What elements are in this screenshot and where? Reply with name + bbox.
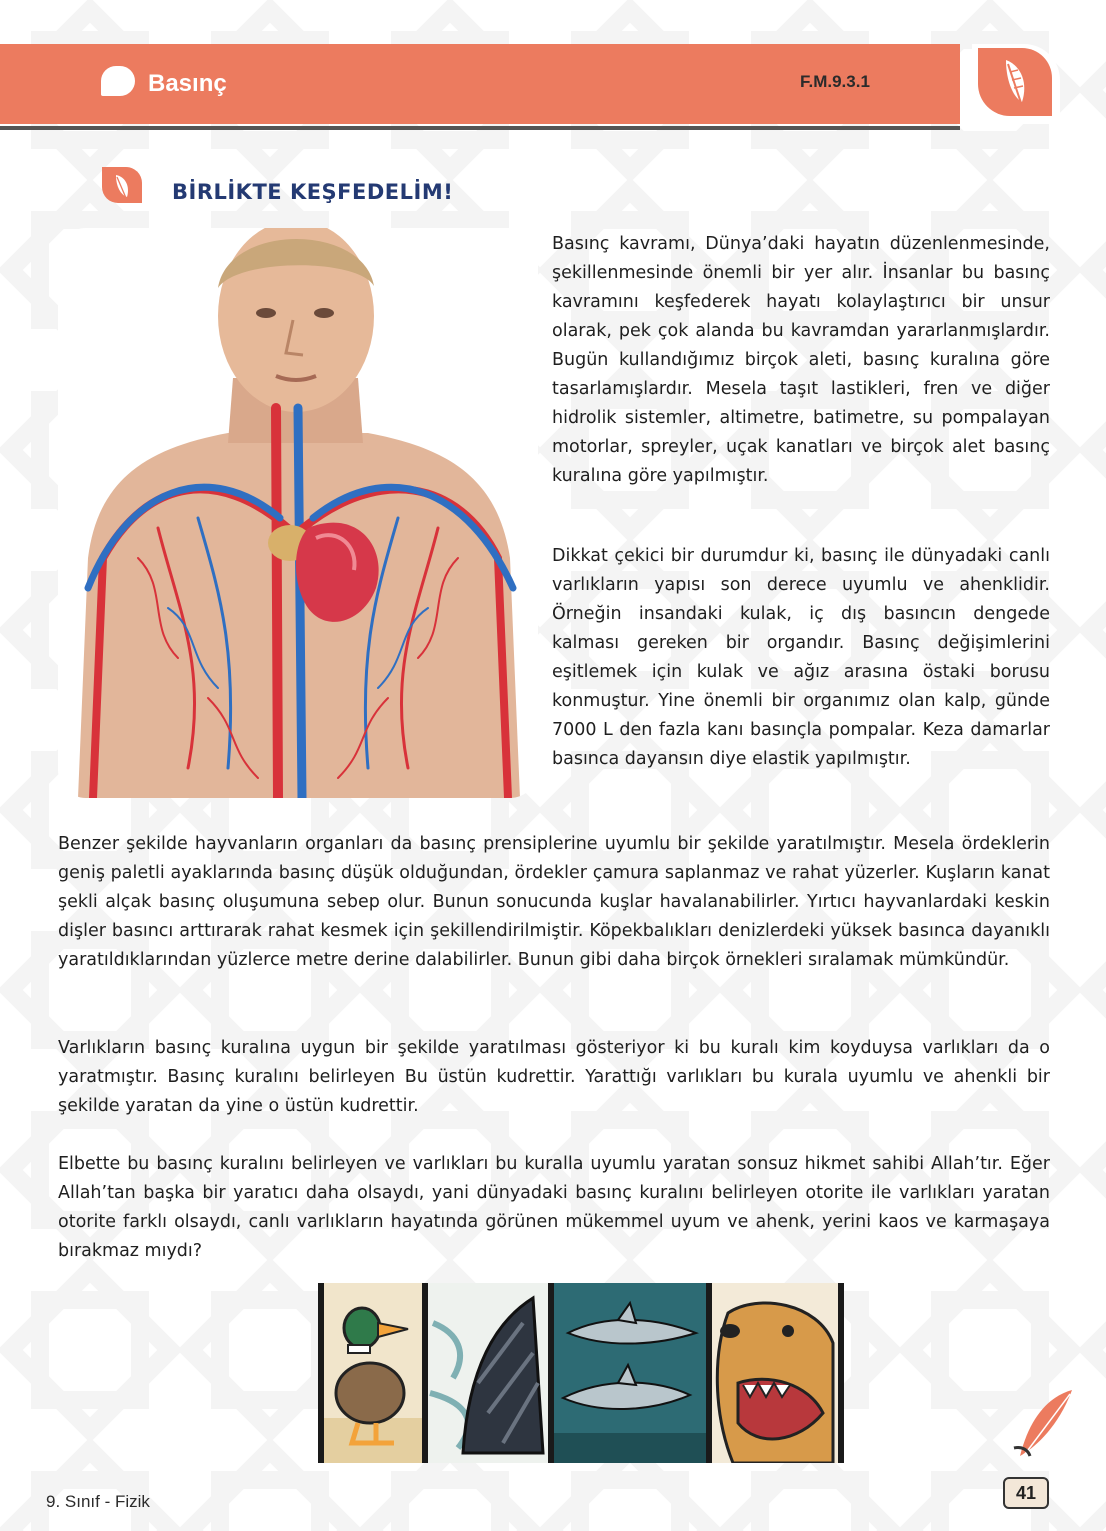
bird-wing-icon bbox=[428, 1283, 548, 1463]
dog-teeth-icon bbox=[712, 1283, 838, 1463]
animal-strip bbox=[318, 1283, 844, 1463]
paragraph-creation: Varlıkların basınç kuralına uygun bir şekilde yaratılması gösteriyor ki bu kuralı kim koyduysa varlıkları da o yaratmıştır. Basınç kuralını belirleyen Bu üstün kudrettir. Yarattığı varlıkları bu kurala uyumlu ve ahenkli bir şekilde yaratan da yine o üstün kudrettir. bbox=[58, 1038, 1050, 1116]
header-chip-icon bbox=[101, 66, 135, 96]
header-title: Basınç bbox=[148, 70, 227, 97]
feather-icon bbox=[972, 40, 1060, 124]
paragraph-intro: Basınç kavramı, Dünya’daki hayatın düzenlenmesinde, şekillenmesinde önemli bir yer alır. İnsanlar bu basınç kavramını keşfederek hayatı kolaylaştırıcı bir unsur olarak, pek çok alanda bu kavramdan yararlanmışlardır. Bugün kullandığımız birçok aleti, basınç kuralına göre tasarlamışlardır. Mesela taşıt lastikleri, fren ve diğer hidrolik sistemler, altimetre, batimetre, su pompalayan motorlar, spreyler, uçak kanatları ve birçok alet basınç kuralına göre yapılmıştır. bbox=[552, 234, 1050, 486]
quill-inkwell-icon bbox=[1000, 1386, 1080, 1476]
paragraph-conclusion: Elbette bu basınç kuralını belirleyen ve varlıkları bu kuralla uyumlu yaratan sonsuz hikmet sahibi Allah’tır. Eğer Allah’tan başka bir yaratıcı daha olsaydı, yani dünyadaki basınç kuralını belirleyen otorite ile varlıkları yaratan otorite farklı olsaydı, canlı varlıkların hayatında görünen mükemmel uyum ve ahenk, yerini kaos ve karmaşaya bırakmaz mıydı? bbox=[58, 1154, 1050, 1261]
paragraph-human-body: Dikkat çekici bir durumdur ki, basınç ile dünyadaki canlı varlıkların yapısı son derece uyumlu ve ahenklidir. Örneğin insandaki kulak, iç dış basıncın dengede kalması gereken bir organdır. Basınç değişimlerini eşitlemek için kulak ve ağız arasına östaki borusu konmuştur. Yine önemli bir organımız olan kalp, günde 7000 L den fazla kanı basınçla pompalar. Keza damarlar basınca dayansın diye elastik yapılmıştır. bbox=[552, 546, 1050, 769]
feather-icon bbox=[100, 165, 144, 205]
book-label: 9. Sınıf - Fizik bbox=[46, 1492, 150, 1511]
curriculum-code: F.M.9.3.1 bbox=[800, 72, 870, 91]
duck-icon bbox=[324, 1283, 422, 1463]
page-number: 41 bbox=[1003, 1477, 1049, 1509]
human-circulatory-system-icon bbox=[58, 228, 538, 798]
shark-icon bbox=[554, 1283, 706, 1463]
paragraph-animals: Benzer şekilde hayvanların organları da basınç prensiplerine uyumlu bir şekilde yaratılmıştır. Mesela ördeklerin geniş paletli ayaklarında basınç düşük olduğundan, ördekler çamura saplanmaz ve rahat yüzerler. Kuşların kanat şekli alçak basınç oluşumuna sebep olur. Bunun sonucunda kuşlar havalanabilirler. Yırtıcı hayvanlardaki keskin dişler basıncı arttırarak rahat kesmek için şekillendirilmiştir. Köpekbalıkları denizlerdeki yüksek basınca dayanıklı yaratıldıklarından yüzlerce metre derine dalabilirler. Bunun gibi daha birçok örnekleri sıralamak mümkündür. bbox=[58, 834, 1050, 970]
section-title: BİRLİKTE KEŞFEDELİM! bbox=[172, 180, 454, 204]
